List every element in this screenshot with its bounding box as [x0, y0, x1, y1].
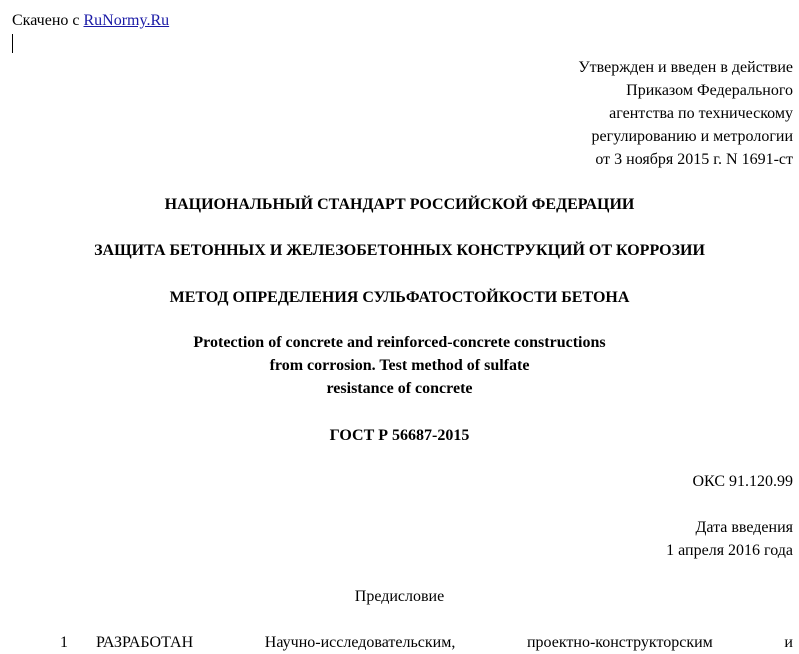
preface-item-word: Научно-исследовательским, [264, 634, 456, 651]
standard-title: НАЦИОНАЛЬНЫЙ СТАНДАРТ РОССИЙСКОЙ ФЕДЕРАЦИИ [164, 196, 635, 213]
protection-title: ЗАЩИТА БЕТОННЫХ И ЖЕЛЕЗОБЕТОННЫХ КОНСТРУКЦИЙ ОТ КОРРОЗИИ [94, 242, 705, 259]
source-link[interactable]: RuNormy.Ru [83, 12, 170, 29]
english-title-line: resistance of concrete [326, 380, 473, 397]
approval-line: регулированию и метрологии [591, 128, 793, 145]
english-title-line: from corrosion. Test method of sulfate [269, 357, 530, 374]
intro-date-block [666, 516, 793, 562]
preface-item-word: и [784, 634, 793, 651]
source-line [12, 9, 169, 32]
preface-item-number: 1 [60, 634, 68, 651]
text-cursor [12, 34, 13, 53]
intro-date-value: 1 апреля 2016 года [666, 542, 793, 559]
intro-date-label: Дата введения [695, 519, 793, 536]
preface-item-word: РАЗРАБОТАН [96, 634, 194, 651]
approval-line: Утвержден и введен в действие [578, 59, 793, 76]
gost-number: ГОСТ Р 56687-2015 [329, 427, 470, 444]
approval-line: Приказом Федерального [626, 82, 793, 99]
preface-item-text [96, 631, 793, 654]
english-title [0, 331, 799, 400]
oks-code: ОКС 91.120.99 [692, 473, 793, 490]
preface-item-word: проектно-конструкторским [526, 634, 713, 651]
english-title-line: Protection of concrete and reinforced-concrete constructions [193, 334, 606, 351]
preface-heading: Предисловие [354, 588, 445, 605]
source-prefix: Скачено с [12, 12, 84, 29]
method-title: МЕТОД ОПРЕДЕЛЕНИЯ СУЛЬФАТОСТОЙКОСТИ БЕТОНА [169, 289, 630, 306]
approval-line: от 3 ноября 2015 г. N 1691-ст [595, 151, 793, 168]
approval-block [578, 56, 793, 171]
approval-line: агентства по техническому [609, 105, 793, 122]
